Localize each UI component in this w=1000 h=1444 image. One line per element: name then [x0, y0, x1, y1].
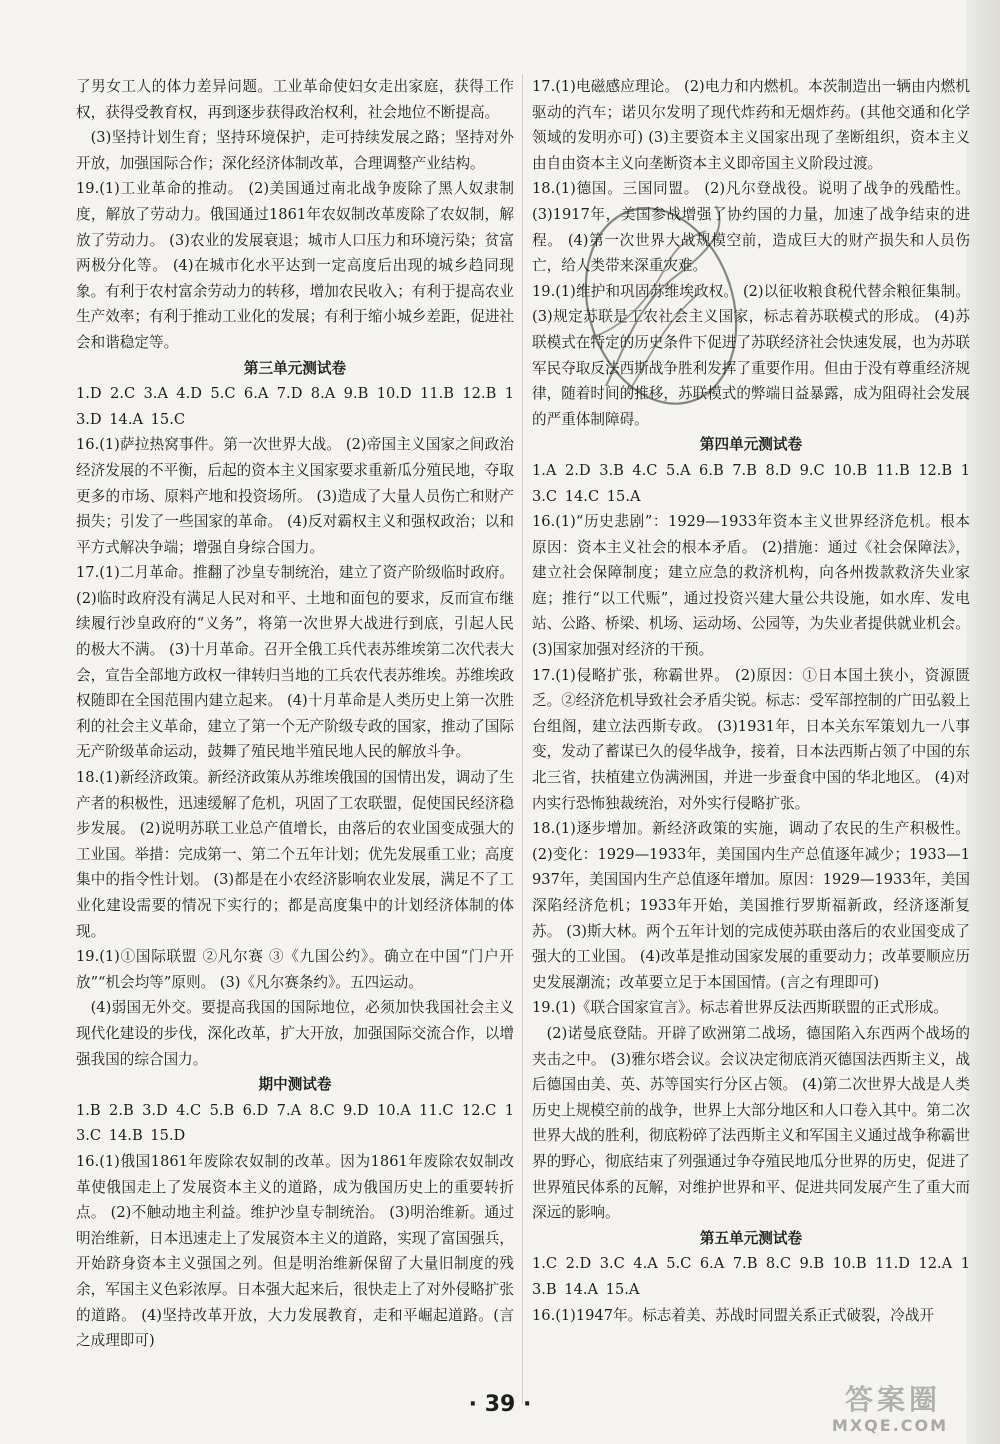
answer-paragraph: (3)坚持计划生育；坚持环境保护，走可持续发展之路；坚持对外开放，加强国际合作；深化经济体制改革，合理调整产业结构。: [76, 129, 514, 172]
section-heading: 第三单元测试卷: [243, 359, 347, 377]
answer-key-line: 1.D 2.C 3.A 4.D 5.C 6.A 7.D 8.A 9.B 10.D 11.B 12.B 13.D 14.A 15.C: [76, 385, 514, 428]
answer-paragraph: 19.(1)维护和巩固苏维埃政权。 (2)以征收粮食税代替余粮征集制。 (3)规定苏联是工农社会主义国家，标志着苏联模式的形成。 (4)苏联模式在特定的历史条件下促进了苏联经济社会快速发展，也为苏联军民夺取反法西斯战争胜利发挥了重要作用。但由于没有尊重经济规律，随着时间的推移，苏联模式的弊端日益暴露，成为阻碍社会发展的严重体制障碍。: [532, 282, 970, 428]
answer-paragraph: 16.(1)“历史悲剧”：1929—1933年资本主义世界经济危机。根本原因：资本主义社会的根本矛盾。 (2)措施：通过《社会保障法》，建立社会保障制度；建立应急的救济机构，向各州拨款救济失业家庭；推行“以工代赈”，通过投资兴建大量公共设施，如水库、发电站、公路、桥梁、机场、运动场、公园等，为失业者提供就业机会。 (3)国家加强对经济的干预。: [532, 513, 970, 659]
answer-paragraph: 16.(1)萨拉热窝事件。第一次世界大战。 (2)帝国主义国家之间政治经济发展的不平衡，后起的资本主义国家要求重新瓜分殖民地，夺取更多的市场、原料产地和投资场所。 (3)造成了大量人员伤亡和财产损失；引发了一些国家的革命。 (4)反对霸权主义和强权政治；以和平方式解决争端；增强自身综合国力。: [76, 436, 514, 556]
answer-paragraph: 18.(1)德国。三国同盟。 (2)凡尔登战役。说明了战争的残酷性。 (3)1917年，美国参战增强了协约国的力量，加速了战争结束的进程。 (4)第一次世界大战规模空前，造成巨大的财产损失和人员伤亡，给人类带来深重灾难。: [532, 180, 970, 275]
answer-paragraph: 19.(1)工业革命的推动。 (2)美国通过南北战争废除了黑人奴隶制度，解放了劳动力。俄国通过1861年农奴制改革废除了农奴制，解放了劳动力。 (3)农业的发展衰退；城市人口压力和环境污染；贫富两极分化等。 (4)在城市化水平达到一定高度后出现的城乡趋同现象。有利于农村富余劳动力的转移，增加农民收入；有利于提高农业生产效率；有利于推动工业化的发展；有利于缩小城乡差距，促进社会和谐稳定等。: [76, 180, 514, 351]
page-number: · 39 ·: [468, 1392, 532, 1417]
right-column: [532, 74, 970, 1328]
answer-paragraph: 了男女工人的体力差异问题。工业革命使妇女走出家庭，获得工作权，获得受教育权，再到逐步获得政治权利，社会地位不断提高。: [76, 78, 514, 121]
answer-paragraph: (2)诺曼底登陆。开辟了欧洲第二战场，德国陷入东西两个战场的夹击之中。 (3)雅尔塔会议。会议决定彻底消灭德国法西斯主义，战后德国由美、英、苏等国实行分区占领。 (4)第二次世界大战是人类历史上规模空前的战争，世界上大部分地区和人口卷入其中。第二次世界大战的胜利，彻底粉碎了法西斯主义和军国主义通过战争称霸世界的野心，彻底结束了列强通过争夺殖民地瓜分世界的历史，促进了世界殖民体系的瓦解，对维护世界和平、促进共同发展产生了重大而深远的影响。: [532, 1024, 970, 1222]
column-divider: [522, 74, 523, 1404]
page-edge: [966, 0, 1000, 1444]
left-column: [76, 74, 514, 1354]
answer-paragraph: 19.(1)①国际联盟 ②凡尔赛 ③《九国公约》。确立在中国“门户开放”“机会均等”原则。 (3)《凡尔赛条约》。五四运动。: [76, 948, 514, 991]
watermark-url: MXQE.COM: [831, 1416, 949, 1435]
answer-paragraph: 19.(1)《联合国家宣言》。标志着世界反法西斯联盟的正式形成。: [532, 999, 949, 1017]
answer-key-line: 1.A 2.D 3.B 4.C 5.A 6.B 7.B 8.D 9.C 10.B 11.B 12.B 13.C 14.C 15.A: [532, 461, 970, 505]
answer-paragraph: 18.(1)逐步增加。新经济政策的实施，调动了农民的生产积极性。 (2)变化：1929—1933年，美国国内生产总值逐年减少；1933—1937年，美国国内生产总值逐年增加。原因：1929—1933年，美国深陷经济危机；1933年开始，美国推行罗斯福新政，经济逐渐复苏。 (3)斯大林。两个五年计划的完成使苏联由落后的农业国变成了强大的工业国。 (4)改革是推动国家发展的重要动力；改革要顺应历史发展潮流；改革要立足于本国国情。(言之有理即可): [532, 820, 970, 991]
answer-paragraph: 16.(1)1947年。标志着美、苏战时同盟关系正式破裂，冷战开: [532, 1306, 935, 1324]
watermark-logo-text: 答案圈: [844, 1383, 941, 1416]
answer-key-line: 1.C 2.D 3.C 4.A 5.C 6.A 7.B 8.C 9.B 10.B 11.D 12.A 13.B 14.A 15.A: [532, 1255, 970, 1298]
section-heading: 第四单元测试卷: [699, 436, 803, 454]
answer-paragraph: (4)弱国无外交。要提高我国的国际地位，必须加快我国社会主义现代化建设的步伐，深化改革，扩大开放，加强国际交流合作，以增强我国的综合国力。: [76, 999, 514, 1068]
section-heading: 第五单元测试卷: [699, 1229, 803, 1247]
answer-paragraph: 17.(1)侵略扩张，称霸世界。 (2)原因：①日本国土狭小，资源匮乏。②经济危机导致社会矛盾尖锐。标志：受军部控制的广田弘毅上台组阁，建立法西斯专政。 (3)1931年，日本关东军策划九一八事变，发动了蓄谋已久的侵华战争，接着，日本法西斯占领了中国的东北三省，扶植建立伪满洲国，并进一步蚕食中国的华北地区。 (4)对内实行恐怖独裁统治，对外实行侵略扩张。: [532, 666, 970, 812]
answer-key-line: 1.B 2.B 3.D 4.C 5.B 6.D 7.A 8.C 9.D 10.A 11.C 12.C 13.C 14.B 15.D: [76, 1101, 514, 1145]
answer-paragraph: 17.(1)二月革命。推翻了沙皇专制统治，建立了资产阶级临时政府。 (2)临时政府没有满足人民对和平、土地和面包的要求，反而宣布继续履行沙皇政府的“义务”，将第一次世界大战进行到底，引起人民的极大不满。 (3)十月革命。召开全俄工兵代表苏维埃第二次代表大会，宣告全部地方政权一律转归当地的工兵农代表苏维埃。苏维埃政权随即在全国范围内建立起来。 (4)十月革命是人类历史上第一次胜利的社会主义革命，建立了第一个无产阶级专政的国家，推动了国际无产阶级革命运动，鼓舞了殖民地半殖民地人民的解放斗争。: [76, 564, 514, 761]
section-heading: 期中测试卷: [258, 1076, 332, 1094]
answer-paragraph: 17.(1)电磁感应理论。 (2)电力和内燃机。本茨制造出一辆由内燃机驱动的汽车；诺贝尔发明了现代炸药和无烟炸药。(其他交通和化学领域的发明亦可) (3)主要资本主义国家出现了垄断组织，资本主义由自由资本主义向垄断资本主义即帝国主义阶段过渡。: [532, 78, 970, 172]
answer-paragraph: 18.(1)新经济政策。新经济政策从苏维埃俄国的国情出发，调动了生产者的积极性，迅速缓解了危机，巩固了工农联盟，促使国民经济稳步发展。 (2)说明苏联工业总产值增长，由落后的农业国变成强大的工业国。举措：完成第一、第二个五年计划；优先发展重工业；高度集中的指令性计划。 (3)都是在小农经济影响农业发展，满足不了工业化建设需要的情况下实行的；都是高度集中的计划经济体制的体现。: [76, 769, 514, 940]
answer-paragraph: 16.(1)俄国1861年废除农奴制的改革。因为1861年废除农奴制改革使俄国走上了发展资本主义的道路，成为俄国历史上的重要转折点。 (2)不触动地主利益。维护沙皇专制统治。 (3)明治维新。通过明治维新，日本迅速走上了发展资本主义的道路，实现了富国强兵，开始跻身资本主义强国之列。但是明治维新保留了大量旧制度的残余，军国主义色彩浓厚。日本强大起来后，很快走上了对外侵略扩张的道路。 (4)坚持改革开放，大力发展教育，走和平崛起道路。(言之成理即可): [76, 1152, 514, 1350]
